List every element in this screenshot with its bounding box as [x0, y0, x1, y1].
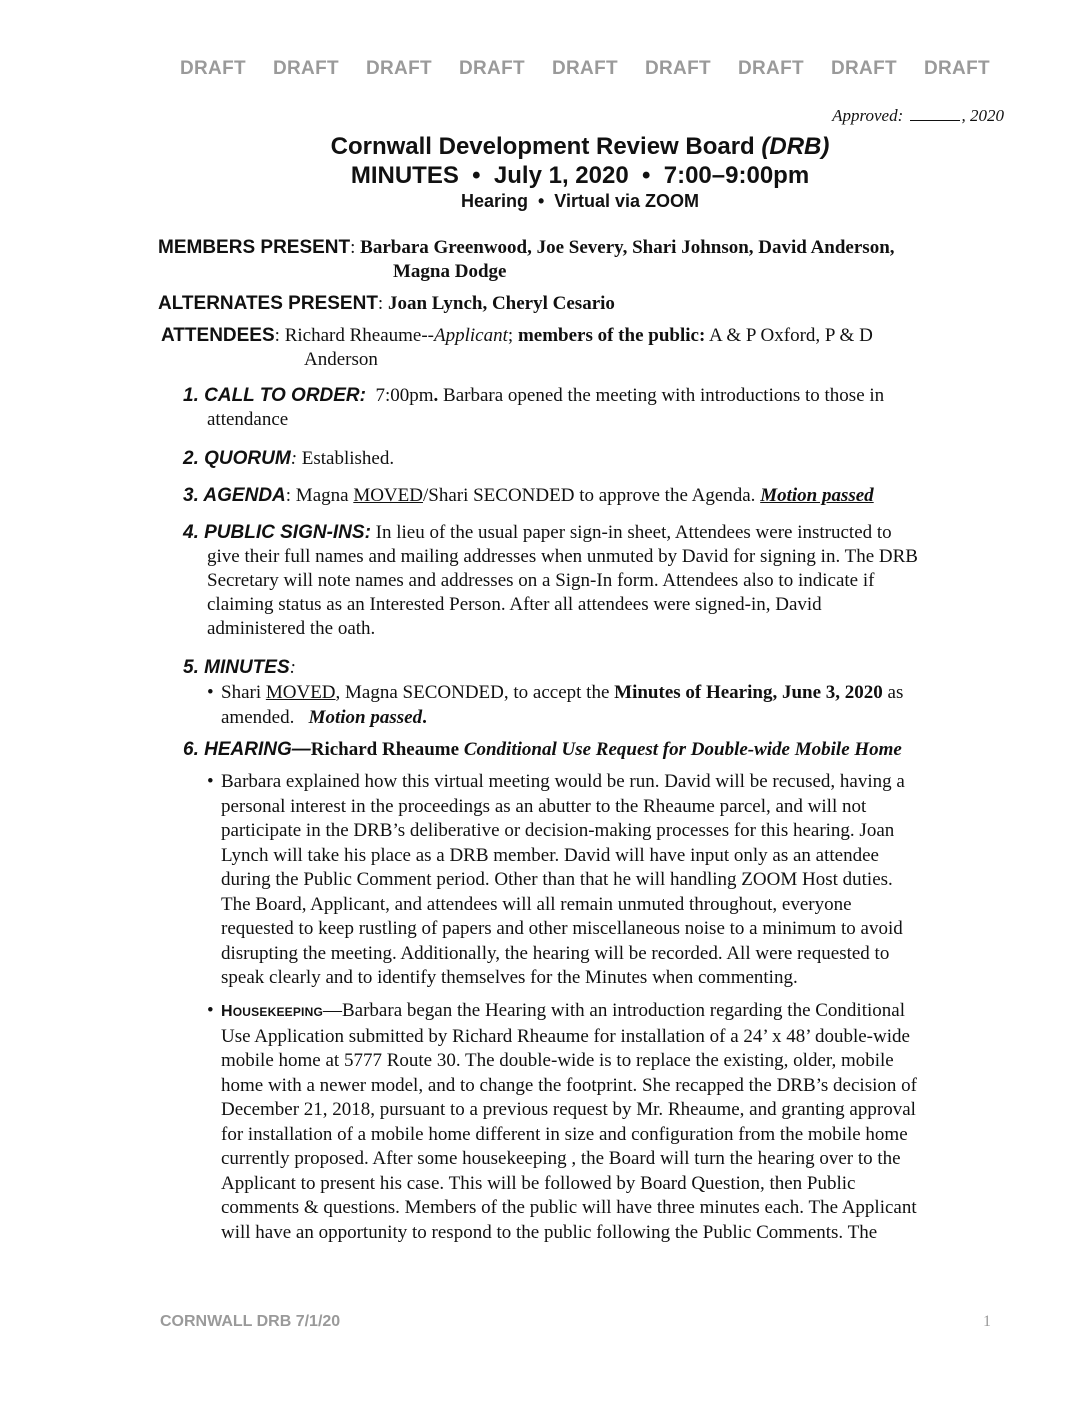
housekeeping-line: home with a newer model, and to change the footprint. She recapped the DRB’s decision of [221, 1074, 917, 1096]
attendees-label: ATTENDEES [161, 325, 275, 346]
minutes-motion-passed: Motion passed [308, 706, 423, 728]
item-heading: 6. HEARING— [183, 739, 311, 760]
draft-mark: DRAFT [645, 58, 711, 79]
alternates-names: Joan Lynch, Cheryl Cesario [387, 293, 615, 314]
housekeeping-line: comments & questions. Members of the public will have three minutes each. The Applicant [221, 1197, 917, 1218]
hearing-bullet-procedure: • Barbara explained how this virtual meeting would be run. David will be recused, having a personal interest in the proceedings as an abutter to the Rheaume parcel, and will not participate in the DRB’s deliberative or decision-making processes for this hearing. Joan Lynch will take his place as a DRB member. David will have input only as an attendee during the Public Comment period. Other than that he will handling ZOOM Host duties. The Board, Applicant, and attendees will all remain unmuted throughout, everyone requested to keep rustling of papers and other miscellaneous noise to a minimum to avoid disrupting the meeting. Additionally, the hearing will be recorded. All were requested to speak clearly and to identify themselves for the Minutes when commenting. [207, 770, 1007, 991]
agenda-motion-passed: Motion passed [760, 485, 874, 506]
footer-doc-label: CORNWALL DRB 7/1/20 [160, 1313, 341, 1330]
call-text-cont: attendance [207, 409, 289, 430]
agenda-pre: : Magna [285, 485, 354, 506]
members-names-cont: Magna Dodge [393, 261, 507, 282]
minutes-bullet: • Shari MOVED, Magna SECONDED, to accept the Minutes of Hearing, June 3, 2020 as amended. Motion passed. [207, 682, 904, 728]
hearing-line: during the Public Comment period. Other than that he will handling ZOOM Host duties. [221, 869, 893, 890]
members-label: MEMBERS PRESENT [158, 237, 351, 258]
draft-mark: DRAFT [366, 58, 432, 79]
title-main: Cornwall Development Review Board [330, 133, 755, 160]
attendees-cont [304, 347, 378, 372]
approved-label: Approved: [832, 106, 904, 125]
item-hearing [183, 738, 1023, 762]
housekeeping-label: HOUSEKEEPING [221, 1003, 323, 1020]
minutes-moved: MOVED [265, 682, 336, 703]
item-heading: 4. PUBLIC SIGN-INS: [183, 522, 371, 543]
hearing-line: requested to keep rustling of papers and other miscellaneous noise to a minimum to avoid [221, 918, 903, 939]
agenda-moved: MOVED [353, 485, 423, 506]
quorum-text: Established. [301, 448, 395, 469]
call-time: 7:00pm [375, 385, 434, 406]
draft-watermark-row [180, 58, 990, 80]
hearing-line: personal interest in the proceedings as an abutter to the Rheaume parcel, and will not [221, 795, 867, 817]
item-heading: 2. QUORUM [183, 448, 291, 469]
draft-mark: DRAFT [552, 58, 618, 79]
item-public-sign-ins [183, 521, 1003, 641]
minutes-mid: , Magna SECONDED, to accept the [335, 682, 615, 703]
housekeeping-line: Applicant to present his case. This will be followed by Board Question, then Public [221, 1172, 856, 1194]
hearing-applicant: Richard Rheaume [310, 739, 464, 760]
draft-mark: DRAFT [831, 58, 897, 79]
attendee-applicant-name: Richard Rheaume-- [284, 325, 435, 346]
members-present: MEMBERS PRESENT: Barbara Greenwood, Joe Severy, Shari Johnson, David Anderson, [158, 237, 895, 258]
attendees-names-cont: Anderson [304, 349, 378, 370]
item-minutes: 5. MINUTES: [183, 657, 296, 678]
alternates-label: ALTERNATES PRESENT [158, 293, 378, 314]
housekeeping-first-line: —Barbara began the Hearing with an introduction regarding the Conditional [323, 1000, 905, 1021]
item-call-to-order: 1. CALL TO ORDER: 7:00pm. Barbara opened the meeting with introductions to those in attendance [183, 384, 1003, 432]
approved-year: , 2020 [961, 106, 1004, 125]
attendees: ATTENDEES: Richard Rheaume--Applicant; members of the public: A & P Oxford, P & D [161, 325, 873, 346]
call-text: Barbara opened the meeting with introductions to those in [443, 385, 885, 406]
item-heading: 5. MINUTES [183, 657, 290, 678]
document-title-block [0, 132, 1088, 212]
draft-mark: DRAFT [180, 58, 246, 79]
item-heading: 3. AGENDA [183, 485, 286, 506]
housekeeping-line: December 21, 2018, pursuant to a previous request by Mr. Rheaume, and granting approval [221, 1099, 916, 1120]
signins-line: administered the oath. [207, 618, 376, 639]
members-present-cont [393, 259, 506, 284]
members-names: Barbara Greenwood, Joe Severy, Shari Johnson, David Anderson, [360, 237, 895, 258]
signins-line: In lieu of the usual paper sign-in sheet, Attendees were instructed to [375, 522, 892, 543]
draft-mark: DRAFT [738, 58, 804, 79]
public-names: A & P Oxford, P & D [708, 325, 873, 346]
housekeeping-line: for installation of a mobile home different in size and configuration from the mobile home [221, 1123, 908, 1145]
hearing-line: Barbara explained how this virtual meeting would be run. David will be recused, having a [221, 771, 905, 792]
hearing-line: disrupting the meeting. Additionally, the hearing will be recorded. All were requested to [221, 942, 890, 964]
document-title [0, 132, 1088, 161]
hearing-line: The Board, Applicant, and attendees will all remain unmuted throughout, everyone [221, 893, 852, 915]
hearing-title: Conditional Use Request for Double-wide Mobile Home [463, 739, 902, 760]
hearing-line: participate in the DRB’s deliberative or decision-making processes for this hearing. Joan [221, 820, 895, 841]
hearing-bullet-housekeeping: • HOUSEKEEPING—Barbara began the Hearing with an introduction regarding the Conditional Use Application submitted by Richard Rheaume for installation of a 24’ x 48’ double-wide mobile home at 5777 Route 30. The double-wide is to replace the existing, older, mobile home with a newer model, and to change the footprint. She recapped the DRB’s decision of December 21, 2018, pursuant to a previous request by Mr. Rheaume, and granting approval for installation of a mobile home different in size and configuration from the mobile home currently proposed. After some housekeeping , the Board will turn the hearing over to the Applicant to present his case. This will be followed by Board Question, then Public comments & questions. Members of the public will have three minutes each. The Applicant will have an opportunity to respond to the public following the Public Comments. The [207, 999, 1007, 1245]
public-label: members of the public: [517, 325, 706, 346]
housekeeping-line: currently proposed. After some housekeeping , the Board will turn the hearing over to the [221, 1148, 901, 1169]
approved-line [832, 106, 1004, 126]
alternates-present: ALTERNATES PRESENT: Joan Lynch, Cheryl Cesario [158, 293, 615, 314]
signins-line: claiming status as an Interested Person. After all attendees were signed-in, David [207, 594, 822, 615]
draft-mark: DRAFT [273, 58, 339, 79]
minutes-cont: amended. [221, 706, 295, 728]
hearing-line: speak clearly and to identify themselves for the Minutes when commenting. [221, 967, 798, 988]
hearing-line: Lynch will take his place as a DRB member. David will have input only as an attendee [221, 844, 879, 866]
meeting-date-line: MINUTES • July 1, 2020 • 7:00–9:00pm [350, 162, 810, 189]
draft-mark: DRAFT [459, 58, 525, 79]
meeting-format-line: Hearing • Virtual via ZOOM [460, 191, 700, 211]
signins-line: Secretary will note names and addresses on a Sign-In form. Attendees also to indicate if [207, 570, 875, 591]
item-heading: 1. CALL TO ORDER: [183, 385, 366, 406]
footer-page-number: 1 [983, 1313, 991, 1330]
housekeeping-line: mobile home at 5777 Route 30. The double-wide is to replace the existing, older, mobile [221, 1050, 894, 1071]
minutes-post: as [882, 682, 904, 703]
attendee-applicant-role: Applicant [434, 325, 508, 346]
title-abbr: (DRB) [761, 133, 830, 160]
item-quorum: 2. QUORUM: Established. [183, 448, 395, 469]
minutes-pre: Shari [221, 682, 266, 703]
draft-mark: DRAFT [924, 58, 990, 79]
agenda-mid: /Shari SECONDED to approve the Agenda. [422, 485, 761, 506]
housekeeping-line: will have an opportunity to respond to the public following the Public Comments. The [221, 1221, 878, 1243]
minutes-document: Minutes of Hearing, June 3, 2020 [614, 682, 883, 703]
item-agenda [183, 484, 1003, 508]
approved-date-blank [910, 106, 960, 121]
signins-line: give their full names and mailing addresses when unmuted by David for signing in. The DRB [207, 546, 918, 567]
housekeeping-line: Use Application submitted by Richard Rheaume for installation of a 24’ x 48’ double-wide [221, 1025, 910, 1047]
